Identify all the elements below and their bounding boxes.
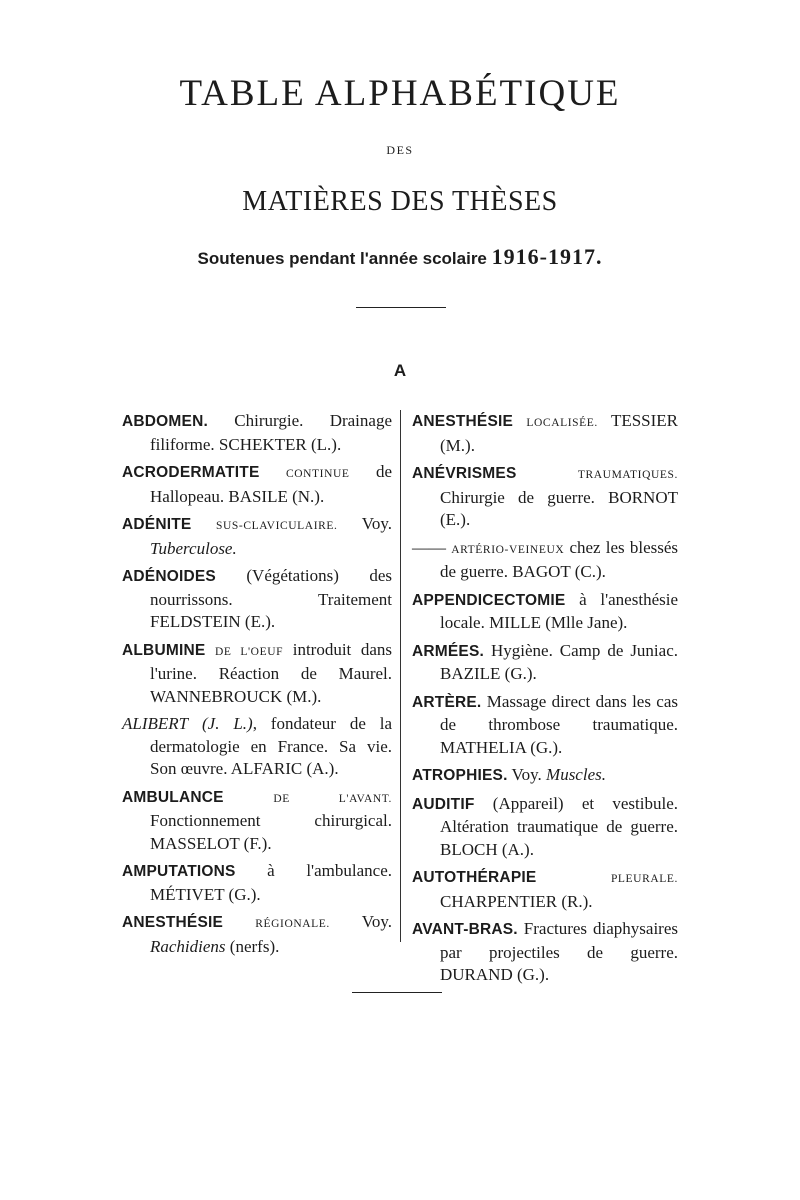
index-entry <box>122 410 392 456</box>
entry-text: introduit dans l'urine. Réaction de Maurel. WANNEBROUCK (M.). <box>150 639 393 706</box>
entry-text: à l'ambulance. MÉTIVET (G.). <box>150 861 392 904</box>
index-entry <box>122 513 392 560</box>
entry-headword: AMPUTATIONS <box>122 863 236 880</box>
entry-headword: —— <box>412 537 446 557</box>
entry-text: , fondateur de la dermatologie en France. Sa vie. Son œuvre. ALFARIC (A.). <box>150 714 393 778</box>
page-subtitle: MATIÈRES DES THÈSES <box>242 186 558 217</box>
entry-text: Voy. <box>511 765 542 784</box>
entry-headword: ALBUMINE <box>122 641 206 659</box>
title-connector: DES <box>386 143 414 157</box>
entry-headword: AMBULANCE <box>122 788 224 806</box>
index-entry <box>122 911 392 958</box>
entry-text-after: (nerfs). <box>229 936 280 956</box>
entry-text: TESSIER (M.). <box>440 411 678 455</box>
right-column <box>412 410 678 992</box>
entry-headword: ARMÉES. <box>412 642 485 660</box>
entry-text: Voy. <box>361 912 392 931</box>
entry-initials: (J. L.) <box>201 714 253 733</box>
entry-text: chez les blessés de guerre. BAGOT (C.). <box>440 537 679 581</box>
entry-text: à l'anesthésie locale. MILLE (Mlle Jane). <box>440 589 678 632</box>
entry-qualifier: CONTINUE <box>285 468 350 480</box>
entry-headword: ADÉNOIDES <box>122 568 216 585</box>
entry-headword: ANÉVRISMES <box>412 465 517 482</box>
entry-headword: AUDITIF <box>412 795 475 813</box>
index-entry <box>412 640 678 686</box>
index-entry <box>122 461 392 508</box>
entry-text: de Hallopeau. BASILE (N.). <box>150 462 392 506</box>
column-divider <box>400 410 401 942</box>
index-entry <box>412 764 678 788</box>
entry-text: Chirurgie de guerre. BORNOT (E.). <box>440 487 678 529</box>
entry-headword: ANESTHÉSIE <box>122 914 224 931</box>
entry-text: Fractures diaphysaires par projectiles de guerre. DURAND (G.). <box>440 919 678 984</box>
index-entry <box>412 537 678 584</box>
entry-headword: ARTÈRE. <box>412 693 482 711</box>
entry-qualifier: SUS-CLAVICULAIRE. <box>216 520 338 532</box>
section-letter: A <box>393 361 407 380</box>
entry-qualifier: RÉGIONALE. <box>255 918 330 930</box>
entry-text: Hygiène. Camp de Juniac. BAZILE (G.). <box>440 640 678 683</box>
index-entry <box>412 691 678 760</box>
entry-headword: ATROPHIES. <box>412 767 508 784</box>
entry-qualifier: TRAUMATIQUES. <box>577 469 678 481</box>
index-entry <box>122 860 392 906</box>
entry-qualifier: DE L'OEUF <box>215 645 284 658</box>
entry-text: (Appareil) et vestibule. Altération traumatique de guerre. BLOCH (A.). <box>440 793 678 859</box>
index-entry <box>412 793 678 862</box>
entry-headword: ACRODERMATITE <box>122 464 260 481</box>
session-year: 1916-1917. <box>491 244 603 269</box>
index-entry <box>412 918 678 987</box>
page-title: TABLE ALPHABÉTIQUE <box>179 73 621 114</box>
entry-text: (Végétations) des nourrissons. Traitement FELDSTEIN (E.). <box>150 566 393 631</box>
entry-qualifier: DE L'AVANT. <box>273 792 393 805</box>
entry-headword: APPENDICECTOMIE <box>412 591 566 609</box>
index-entry <box>122 639 392 709</box>
index-entry <box>122 565 392 634</box>
session-line <box>0 244 800 270</box>
entry-qualifier: LOCALISÉE. <box>526 417 598 429</box>
index-entry <box>412 589 678 635</box>
entry-headword: AUTOTHÉRAPIE <box>412 869 537 886</box>
index-entry <box>412 866 678 913</box>
entry-text: Massage direct dans les cas de thrombose traumatique. MATHELIA (G.). <box>440 691 678 757</box>
top-divider <box>356 307 446 308</box>
entry-headword: ADÉNITE <box>122 516 192 533</box>
entry-cross-reference: Tuberculose. <box>150 538 237 558</box>
entry-text: CHARPENTIER (R.). <box>440 891 593 911</box>
left-column <box>122 410 392 963</box>
bottom-divider <box>352 992 442 993</box>
entry-cross-reference: Rachidiens <box>150 936 226 956</box>
index-entry <box>122 786 392 856</box>
entry-qualifier: ARTÉRIO-VEINEUX <box>451 543 565 556</box>
index-entry <box>412 462 678 532</box>
entry-headword: ALIBERT <box>122 714 189 733</box>
entry-text: Fonctionnement chirurgical. MASSELOT (F.). <box>150 811 392 853</box>
index-entry <box>122 713 392 781</box>
entry-text: Voy. <box>361 514 392 533</box>
entry-headword: ANESTHÉSIE <box>412 413 514 430</box>
session-text: Soutenues pendant l'année scolaire <box>197 249 487 268</box>
entry-qualifier: PLEURALE. <box>610 873 678 885</box>
entry-headword: ABDOMEN. <box>122 413 208 430</box>
entry-text: Chirurgie. Drainage filiforme. SCHEKTER (L.). <box>150 411 392 454</box>
entry-headword: AVANT-BRAS. <box>412 921 518 938</box>
index-entry <box>412 410 678 457</box>
entry-cross-reference: Muscles. <box>546 765 606 784</box>
